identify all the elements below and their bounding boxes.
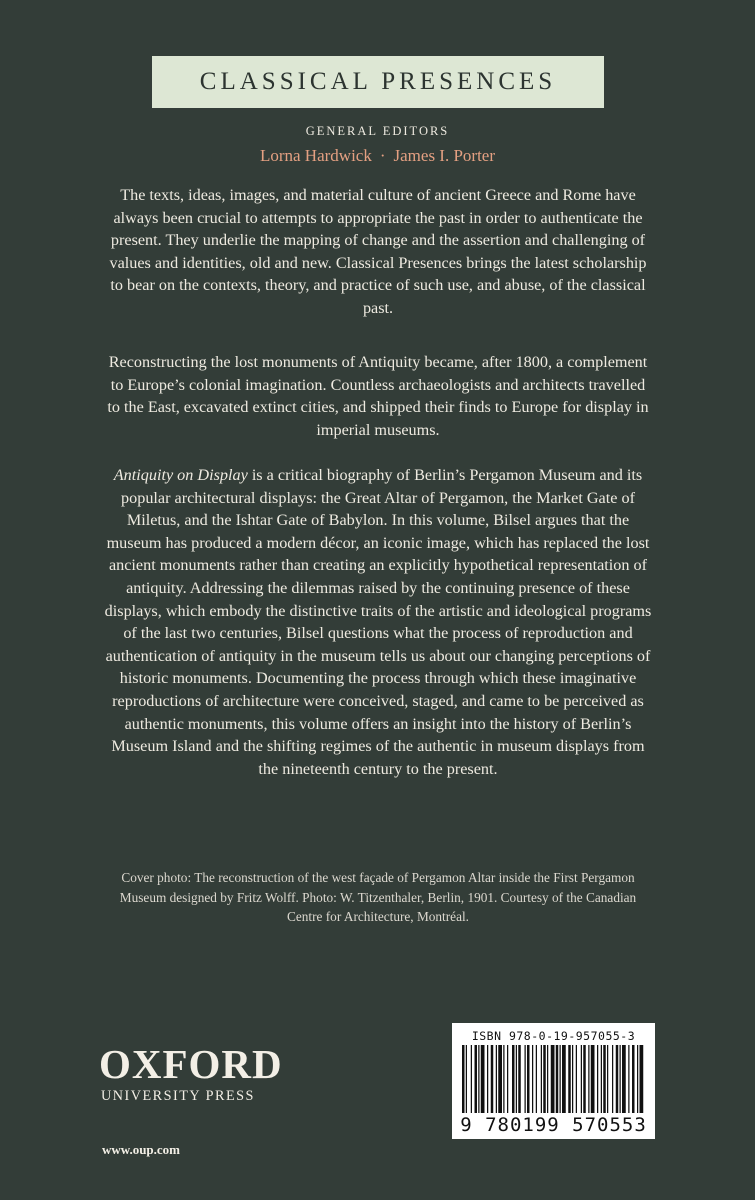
- barcode-bar: [547, 1045, 548, 1113]
- barcode-bar: [612, 1045, 613, 1113]
- publisher-subtitle: UNIVERSITY PRESS: [101, 1088, 255, 1104]
- cover-photo-credit: Cover photo: The reconstruction of the west façade of Pergamon Altar inside the First Pergamon Museum designed by Fritz Wolff. Photo: W. Titzenthaler, Berlin, 1901. Courtesy of the Canadian Centre for Architecture, Montréal.: [119, 870, 637, 925]
- barcode-bar: [560, 1045, 561, 1113]
- barcode-bar: [498, 1045, 502, 1113]
- editor-name: Lorna Hardwick: [259, 146, 372, 165]
- ean-number: 9 780199 570553: [460, 1114, 647, 1136]
- barcode-bar: [536, 1045, 537, 1113]
- general-editors-names: [0, 146, 755, 166]
- barcode-bar: [466, 1045, 467, 1113]
- barcode-bar: [568, 1045, 571, 1113]
- barcode-bar: [622, 1045, 626, 1113]
- barcode-bar: [597, 1045, 598, 1113]
- publisher-logo: OXFORD: [99, 1041, 283, 1087]
- barcode-bar: [532, 1045, 533, 1113]
- barcode-bar: [543, 1045, 546, 1113]
- barcode-bar: [487, 1045, 488, 1113]
- barcode-bar: [601, 1045, 602, 1113]
- barcode-bars: [460, 1045, 647, 1113]
- editor-name: James I. Porter: [393, 146, 496, 165]
- barcode-bar: [556, 1045, 559, 1113]
- barcode-bar: [572, 1045, 573, 1113]
- general-editors-label: GENERAL EDITORS: [305, 124, 450, 138]
- book-description-text: is a critical biography of Berlin’s Pergamon Museum and its popular architectural displays: the Great Altar of Pergamon, the Market Gate of Miletus, and the Ishtar Gate of Babylon. In this volume, Bilsel argues that the museum has produced a modern décor, an iconic image, which has replaced the lost ancient monuments rather than creating an explicitly hypothetical representation of antiquity. Addressing the dilemmas raised by the continuing presence of these displays, which embody the distinctive traits of the artistic and ideological programs of the last two centuries, Bilsel questions what the process of reproduction and authentication of antiquity in the museum tells us about our changing perceptions of historic monuments. Documenting the process through which these imaginative reproductions of architecture were conceived, staged, and came to be perceived as authentic monuments, this volume offers an insight into the history of Berlin’s Museum Island and the shifting regimes of the authentic in museum displays from the nineteenth century to the present.: [104, 466, 652, 778]
- series-title-box: [152, 56, 604, 108]
- blurb-paragraph: Reconstructing the lost monuments of Antiquity became, after 1800, a complement to Europe’s colonial imagination. Countless archaeologists and architects travelled to the East, excavated extinct cities, and shipped their finds to Europe for display in imperial museums.: [107, 353, 649, 439]
- barcode-bar: [518, 1045, 521, 1113]
- barcode-bar: [527, 1045, 530, 1113]
- barcode-bar: [481, 1045, 485, 1113]
- barcode-bar: [478, 1045, 479, 1113]
- barcode-bar: [620, 1045, 621, 1113]
- barcode-bar: [503, 1045, 504, 1113]
- barcode-bar: [475, 1045, 478, 1113]
- barcode-bar: [491, 1045, 494, 1113]
- barcode-bar: [512, 1045, 515, 1113]
- barcode-bar: [507, 1045, 508, 1113]
- barcode-bar: [603, 1045, 606, 1113]
- barcode-bar: [576, 1045, 577, 1113]
- publisher-url[interactable]: www.oup.com: [102, 1142, 181, 1157]
- isbn-text: ISBN 978-0-19-957055-3: [471, 1029, 636, 1043]
- isbn-barcode: [452, 1023, 655, 1139]
- barcode-bar: [628, 1045, 629, 1113]
- book-description: [103, 464, 653, 780]
- barcode-bar: [637, 1045, 638, 1113]
- barcode-bar: [516, 1045, 517, 1113]
- barcode-bar: [471, 1045, 472, 1113]
- barcode-bar: [588, 1045, 589, 1113]
- series-description: The texts, ideas, images, and material culture of ancient Greece and Rome have always been crucial to attempts to appropriate the past in order to authenticate the present. They underlie the mapping of change and the assertion and challenging of values and identities, old and new. Classical Presences brings the latest scholarship to bear on the contexts, theory, and practice of such use, and abuse, of the classical past.: [109, 186, 647, 317]
- barcode-bar: [640, 1045, 644, 1113]
- barcode-bar: [632, 1045, 635, 1113]
- barcode-bar: [583, 1045, 586, 1113]
- barcode-bar: [551, 1045, 555, 1113]
- barcode-bar: [591, 1045, 595, 1113]
- barcode-bar: [525, 1045, 526, 1113]
- series-title: CLASSICAL PRESENCES: [199, 68, 557, 95]
- editor-separator: ·: [379, 146, 386, 165]
- barcode-bar: [562, 1045, 566, 1113]
- barcode-bar: [616, 1045, 619, 1113]
- barcode-bar: [462, 1045, 465, 1113]
- barcode-bar: [607, 1045, 608, 1113]
- book-title: Antiquity on Display: [113, 466, 248, 484]
- barcode-bar: [541, 1045, 542, 1113]
- barcode-bar: [496, 1045, 497, 1113]
- barcode-bar: [581, 1045, 582, 1113]
